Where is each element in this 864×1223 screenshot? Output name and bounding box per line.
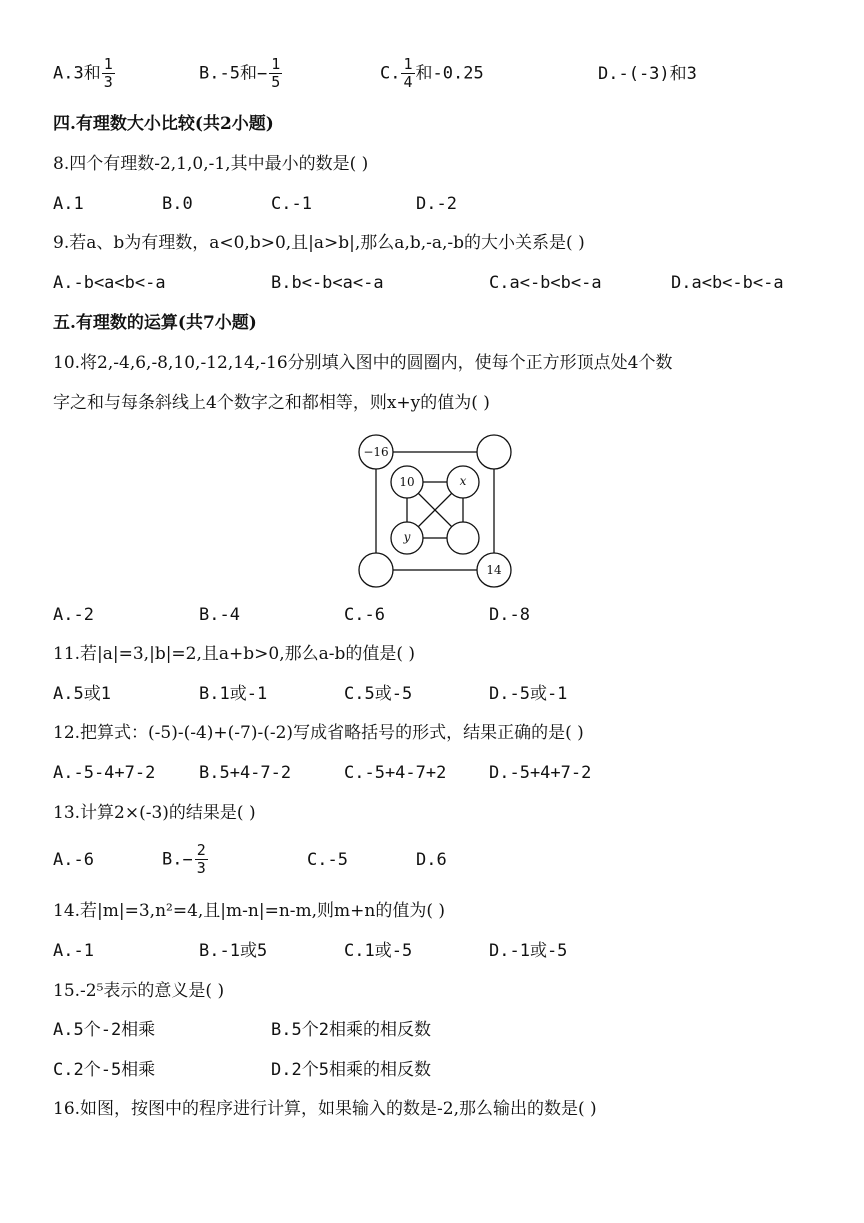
q7-option-b <box>199 56 283 91</box>
fraction-denominator: 3 <box>103 73 113 91</box>
q14-option-b: B.-1或5 <box>199 941 268 961</box>
q7-option-c-prefix: C. <box>380 63 401 84</box>
negative-sign: − <box>256 63 268 84</box>
q7-option-a-fraction <box>102 56 115 91</box>
q15-option-d: D.2个5相乘的相反数 <box>271 1060 431 1080</box>
q9-option-c: C.a<-b<b<-a <box>489 273 602 293</box>
outer-square <box>376 452 494 570</box>
q8-option-a: A.1 <box>53 194 84 214</box>
q10-option-d: D.-8 <box>489 605 530 625</box>
q12-option-a: A.-5-4+7-2 <box>53 763 156 783</box>
label-bottom-right: 14 <box>486 563 502 577</box>
q15-option-b: B.5个2相乘的相反数 <box>271 1020 431 1040</box>
q14-option-a: A.-1 <box>53 941 94 961</box>
q13-option-d: D.6 <box>416 850 447 870</box>
q10-option-c: C.-6 <box>344 605 385 625</box>
q9-stem: 9.若a、b为有理数，a<0,b>0,且|a>b|,那么a,b,-a,-b的大小关系是( ) <box>53 233 585 253</box>
label-inner-bottom-left: y <box>403 530 411 544</box>
fraction-numerator: 1 <box>271 55 281 73</box>
q11-option-d: D.-5或-1 <box>489 684 568 704</box>
q15-option-c: C.2个-5相乘 <box>53 1060 156 1080</box>
fraction-numerator: 2 <box>196 841 206 859</box>
q7-option-b-prefix: B.-5和 <box>199 63 257 84</box>
fraction-denominator: 5 <box>271 73 281 91</box>
q13-option-b <box>162 842 209 877</box>
q8-option-c: C.-1 <box>271 194 312 214</box>
fraction-denominator: 4 <box>403 73 413 91</box>
q7-option-c-suffix: 和-0.25 <box>415 63 484 84</box>
fraction-numerator: 1 <box>403 55 413 73</box>
q11-option-c: C.5或-5 <box>344 684 413 704</box>
label-inner-top-right: x <box>459 474 467 488</box>
q11-option-b: B.1或-1 <box>199 684 268 704</box>
q16-stem: 16.如图，按图中的程序进行计算，如果输入的数是-2,那么输出的数是( ) <box>53 1099 597 1119</box>
q10-stem-line-2: 字之和与每条斜线上4个数字之和都相等，则x+y的值为( ) <box>53 393 490 413</box>
q14-option-d: D.-1或-5 <box>489 941 568 961</box>
q7-option-b-fraction <box>269 56 282 91</box>
q10-stem-line-1: 10.将2,-4,6,-8,10,-12,14,-16分别填入图中的圆圈内，使每个正方形顶点处4个数 <box>53 353 673 373</box>
circle-inner-bottom-right <box>447 522 479 554</box>
label-inner-top-left: 10 <box>399 475 415 489</box>
q14-option-c: C.1或-5 <box>344 941 413 961</box>
q8-stem: 8.四个有理数-2,1,0,-1,其中最小的数是( ) <box>53 154 369 174</box>
q7-option-c-fraction <box>401 56 414 91</box>
q7-option-a <box>53 56 116 91</box>
q13-option-b-prefix: B. <box>162 849 183 870</box>
q9-option-a: A.-b<a<b<-a <box>53 273 166 293</box>
section-4-title: 四.有理数大小比较(共2小题) <box>53 114 274 134</box>
circle-outer-top-right <box>477 435 511 469</box>
q13-option-c: C.-5 <box>307 850 348 870</box>
q15-option-a: A.5个-2相乘 <box>53 1020 156 1040</box>
q7-option-a-prefix: A.3和 <box>53 63 101 84</box>
q9-option-d: D.a<b<-b<-a <box>671 273 784 293</box>
q12-stem: 12.把算式：(-5)-(-4)+(-7)-(-2)写成省略括号的形式，结果正确的是( ) <box>53 723 584 743</box>
q10-square-figure <box>355 432 515 592</box>
q12-option-c: C.-5+4-7+2 <box>344 763 447 783</box>
label-top-left: −16 <box>363 445 389 459</box>
q12-option-d: D.-5+4+7-2 <box>489 763 592 783</box>
q13-option-b-fraction <box>195 842 208 877</box>
q10-option-a: A.-2 <box>53 605 94 625</box>
circle-outer-bottom-left <box>359 553 393 587</box>
q11-stem: 11.若|a|=3,|b|=2,且a+b>0,那么a-b的值是( ) <box>53 644 416 664</box>
q15-stem: 15.-2⁵表示的意义是( ) <box>53 981 225 1001</box>
q12-option-b: B.5+4-7-2 <box>199 763 292 783</box>
fraction-denominator: 3 <box>196 859 206 877</box>
q8-option-d: D.-2 <box>416 194 457 214</box>
q10-option-b: B.-4 <box>199 605 240 625</box>
q13-stem: 13.计算2×(-3)的结果是( ) <box>53 803 256 823</box>
q14-stem: 14.若|m|=3,n²=4,且|m-n|=n-m,则m+n的值为( ) <box>53 901 446 921</box>
q7-option-c <box>380 56 484 91</box>
q7-option-d: D.-(-3)和3 <box>598 64 697 84</box>
fraction-numerator: 1 <box>103 55 113 73</box>
q9-option-b: B.b<-b<a<-a <box>271 273 384 293</box>
q11-option-a: A.5或1 <box>53 684 111 704</box>
negative-sign: − <box>182 849 193 870</box>
q8-option-b: B.0 <box>162 194 193 214</box>
section-5-title: 五.有理数的运算(共7小题) <box>53 313 257 333</box>
q13-option-a: A.-6 <box>53 850 94 870</box>
